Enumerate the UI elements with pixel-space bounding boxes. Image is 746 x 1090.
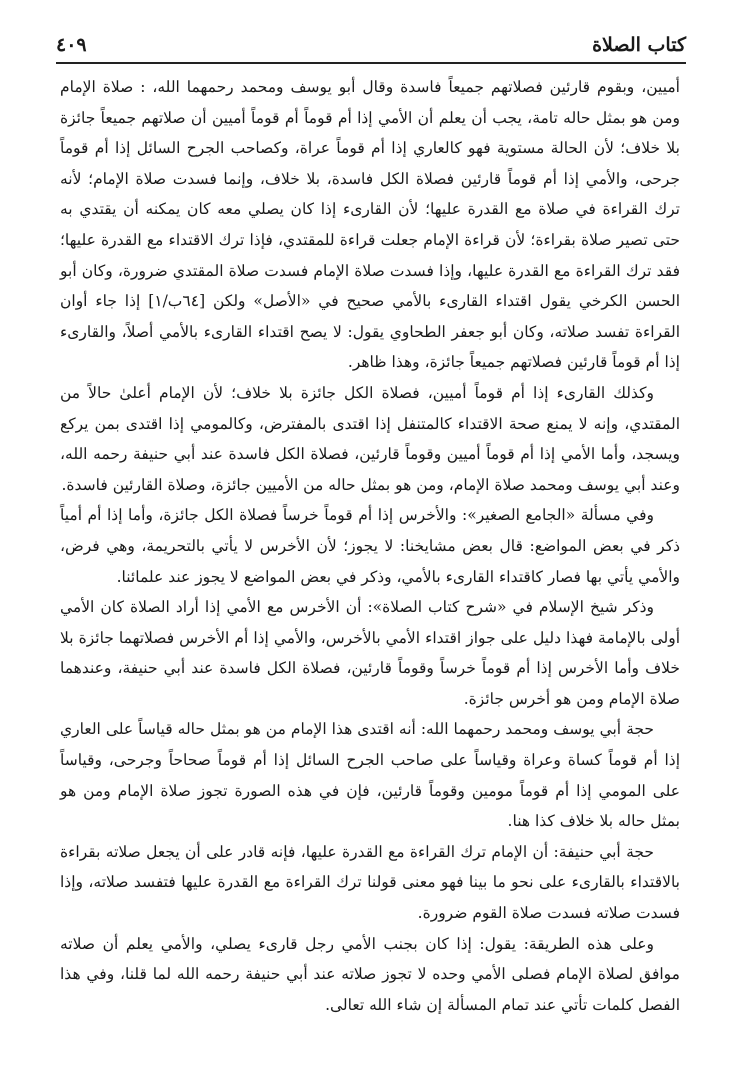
paragraph: وعلى هذه الطريقة: يقول: إذا كان بجنب الأمي رجل قارىء يصلي، والأمي يعلم أن صلاته موافق لصلاة الإمام فصلى الأمي وحده لا تجوز صلاته عند أبي حنيفة رحمه الله لما قلنا، وفي هذا الفصل كلمات تأتي عند تمام المسألة إن شاء الله تعالى.: [60, 934, 680, 1014]
body-text: [60, 72, 680, 1020]
paragraph: حجة أبي يوسف ومحمد رحمهما الله: أنه اقتدى هذا الإمام من هو بمثل حاله قياساً على العاري إذا أم قوماً كساة وعراة وقياساً على صاحب الجرح السائل إذا أم قوماً صحاحاً وجرحى، وقياساً على المومي إذا أم قوماً مومين وقوماً قارئين، فإن في هذه الصورة تجوز صلاة الإمام ومن هو بمثل حاله بلا خلاف كذا هنا.: [60, 720, 680, 831]
header-rule: [56, 62, 686, 64]
paragraph: وكذلك القارىء إذا أم قوماً أميين، فصلاة الكل جائزة بلا خلاف؛ لأن الإمام أعلىٰ حالاً من المقتدي، وإنه لا يمنع صحة الاقتداء كالمتنفل إذا اقتدى بالمفترض، وكالمومي إذا اقتدى بمن يركع ويسجد، وأما الأمي إذا أم قوماً أميين وقوماً قارئين، فصلاة الكل فاسدة عند أبي حنيفة رحمه الله، وعند أبي يوسف ومحمد صلاة الإمام، ومن هو بمثل حاله من الأميين جائزة، وصلاة القارئين فاسدة.: [60, 383, 680, 494]
paragraph: أميين، وبقوم قارئين فصلاتهم جميعاً فاسدة وقال أبو يوسف ومحمد رحمهما الله، : صلاة الإمام ومن هو بمثل حاله تامة، يجب أن يعلم أن الأمي إذا أم قوماً أم قوماً أميين أن صلاتهم جميعاً جائزة بلا خلاف؛ لأن الحالة مستوية فهو كالعاري إذا أم قوماً عراة، وكصاحب الجرح السائل إذا أم قوماً جرحى، والأمي إذا أم قوماً قارئين فصلاة الكل فاسدة، بلا خلاف، وإنما فسدت صلاة الإمام؛ لأنه ترك القراءة في صلاة مع القدرة عليها؛ لأن القارىء إذا كان يصلي معه كان يمكنه أن يقتدي به حتى تصير صلاة بقراءة؛ لأن قراءة الإمام جعلت قراءة للمقتدي، فإذا ترك الاقتداء مع القدرة عليها؛ فقد ترك القراءة مع القدرة عليها، وإذا فسدت صلاة الإمام فسدت صلاة المقتدي ضرورة، وكان أبو الحسن الكرخي يقول اقتداء القارىء بالأمي صحيح في «الأصل» ولكن [٦٤ب/١] إذا جاء أوان القراءة تفسد صلاته، وكان أبو جعفر الطحاوي يقول: لا يصح اقتداء القارىء بالأمي أصلاً، والقارىء إذا أم قوماً قارئين فصلاتهم جميعاً جائزة، وهذا ظاهر.: [60, 78, 680, 372]
running-title: كتاب الصلاة: [592, 34, 686, 56]
paragraph: وفي مسألة «الجامع الصغير»: والأخرس إذا أم قوماً خرساً فصلاة الكل جائزة، وأما إذا أم أمياً ذكر في بعض المواضع: قال بعض مشايخنا: لا يجوز؛ لأن الأخرس لا يأتي بالتحريمة، وهي فرض، والأمي يأتي بها فصار كاقتداء القارىء بالأمي، وذكر في بعض المواضع لا يجوز عند علمائنا.: [60, 506, 680, 586]
paragraph: حجة أبي حنيفة: أن الإمام ترك القراءة مع القدرة عليها، فإنه قادر على أن يجعل صلاته بقراءة بالاقتداء بالقارىء على نحو ما بينا فهو معنى قولنا ترك القراءة مع القدرة عليها فتفسد صلاته، وإذا فسدت صلاته فسدت صلاة القوم ضرورة.: [60, 842, 680, 923]
paragraph: وذكر شيخ الإسلام في «شرح كتاب الصلاة»: أن الأخرس مع الأمي إذا أراد الصلاة كان الأمي أولى بالإمامة فهذا دليل على جواز اقتداء الأمي بالأخرس، والأمي إذا أم الأخرس فصلاتهما جائزة بلا خلاف وأما الأخرس إذا أم قوماً خرساً وقوماً قارئين، فصلاة الكل فاسدة عند أبي حنيفة، وعندهما صلاة الإمام ومن هو أخرس جائزة.: [60, 598, 680, 708]
page-number: ٤٠٩: [56, 34, 87, 56]
page-header: [56, 30, 686, 60]
